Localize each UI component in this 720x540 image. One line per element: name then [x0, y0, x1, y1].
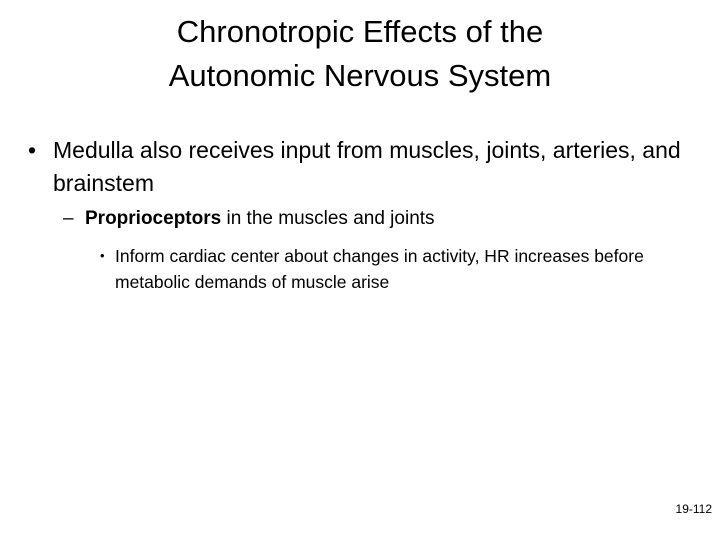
slide-title [60, 10, 660, 98]
bullet-level-3-text: Inform cardiac center about changes in activity, HR increases before metabolic demands of muscle arise [115, 246, 644, 292]
bullet-level-2 [63, 205, 683, 233]
bullet-level-2-bold-term: Proprioceptors [85, 208, 222, 229]
bullet-marker: • [28, 137, 37, 163]
slide-title-line-1: Chronotropic Effects of the [176, 14, 544, 49]
dash-marker: – [63, 208, 74, 229]
page-number: 19-112 [675, 502, 712, 516]
bullet-level-2-rest: in the muscles and joints [221, 208, 435, 229]
slide-title-line-2: Autonomic Nervous System [168, 58, 552, 93]
bullet-level-1-text: Medulla also receives input from muscles, joints, arteries, and brainstem [53, 137, 681, 196]
bullet-level-1 [28, 134, 688, 200]
bullet-level-2-text [85, 205, 683, 233]
bullet-marker-small: • [100, 248, 105, 263]
bullet-level-3 [100, 243, 660, 295]
